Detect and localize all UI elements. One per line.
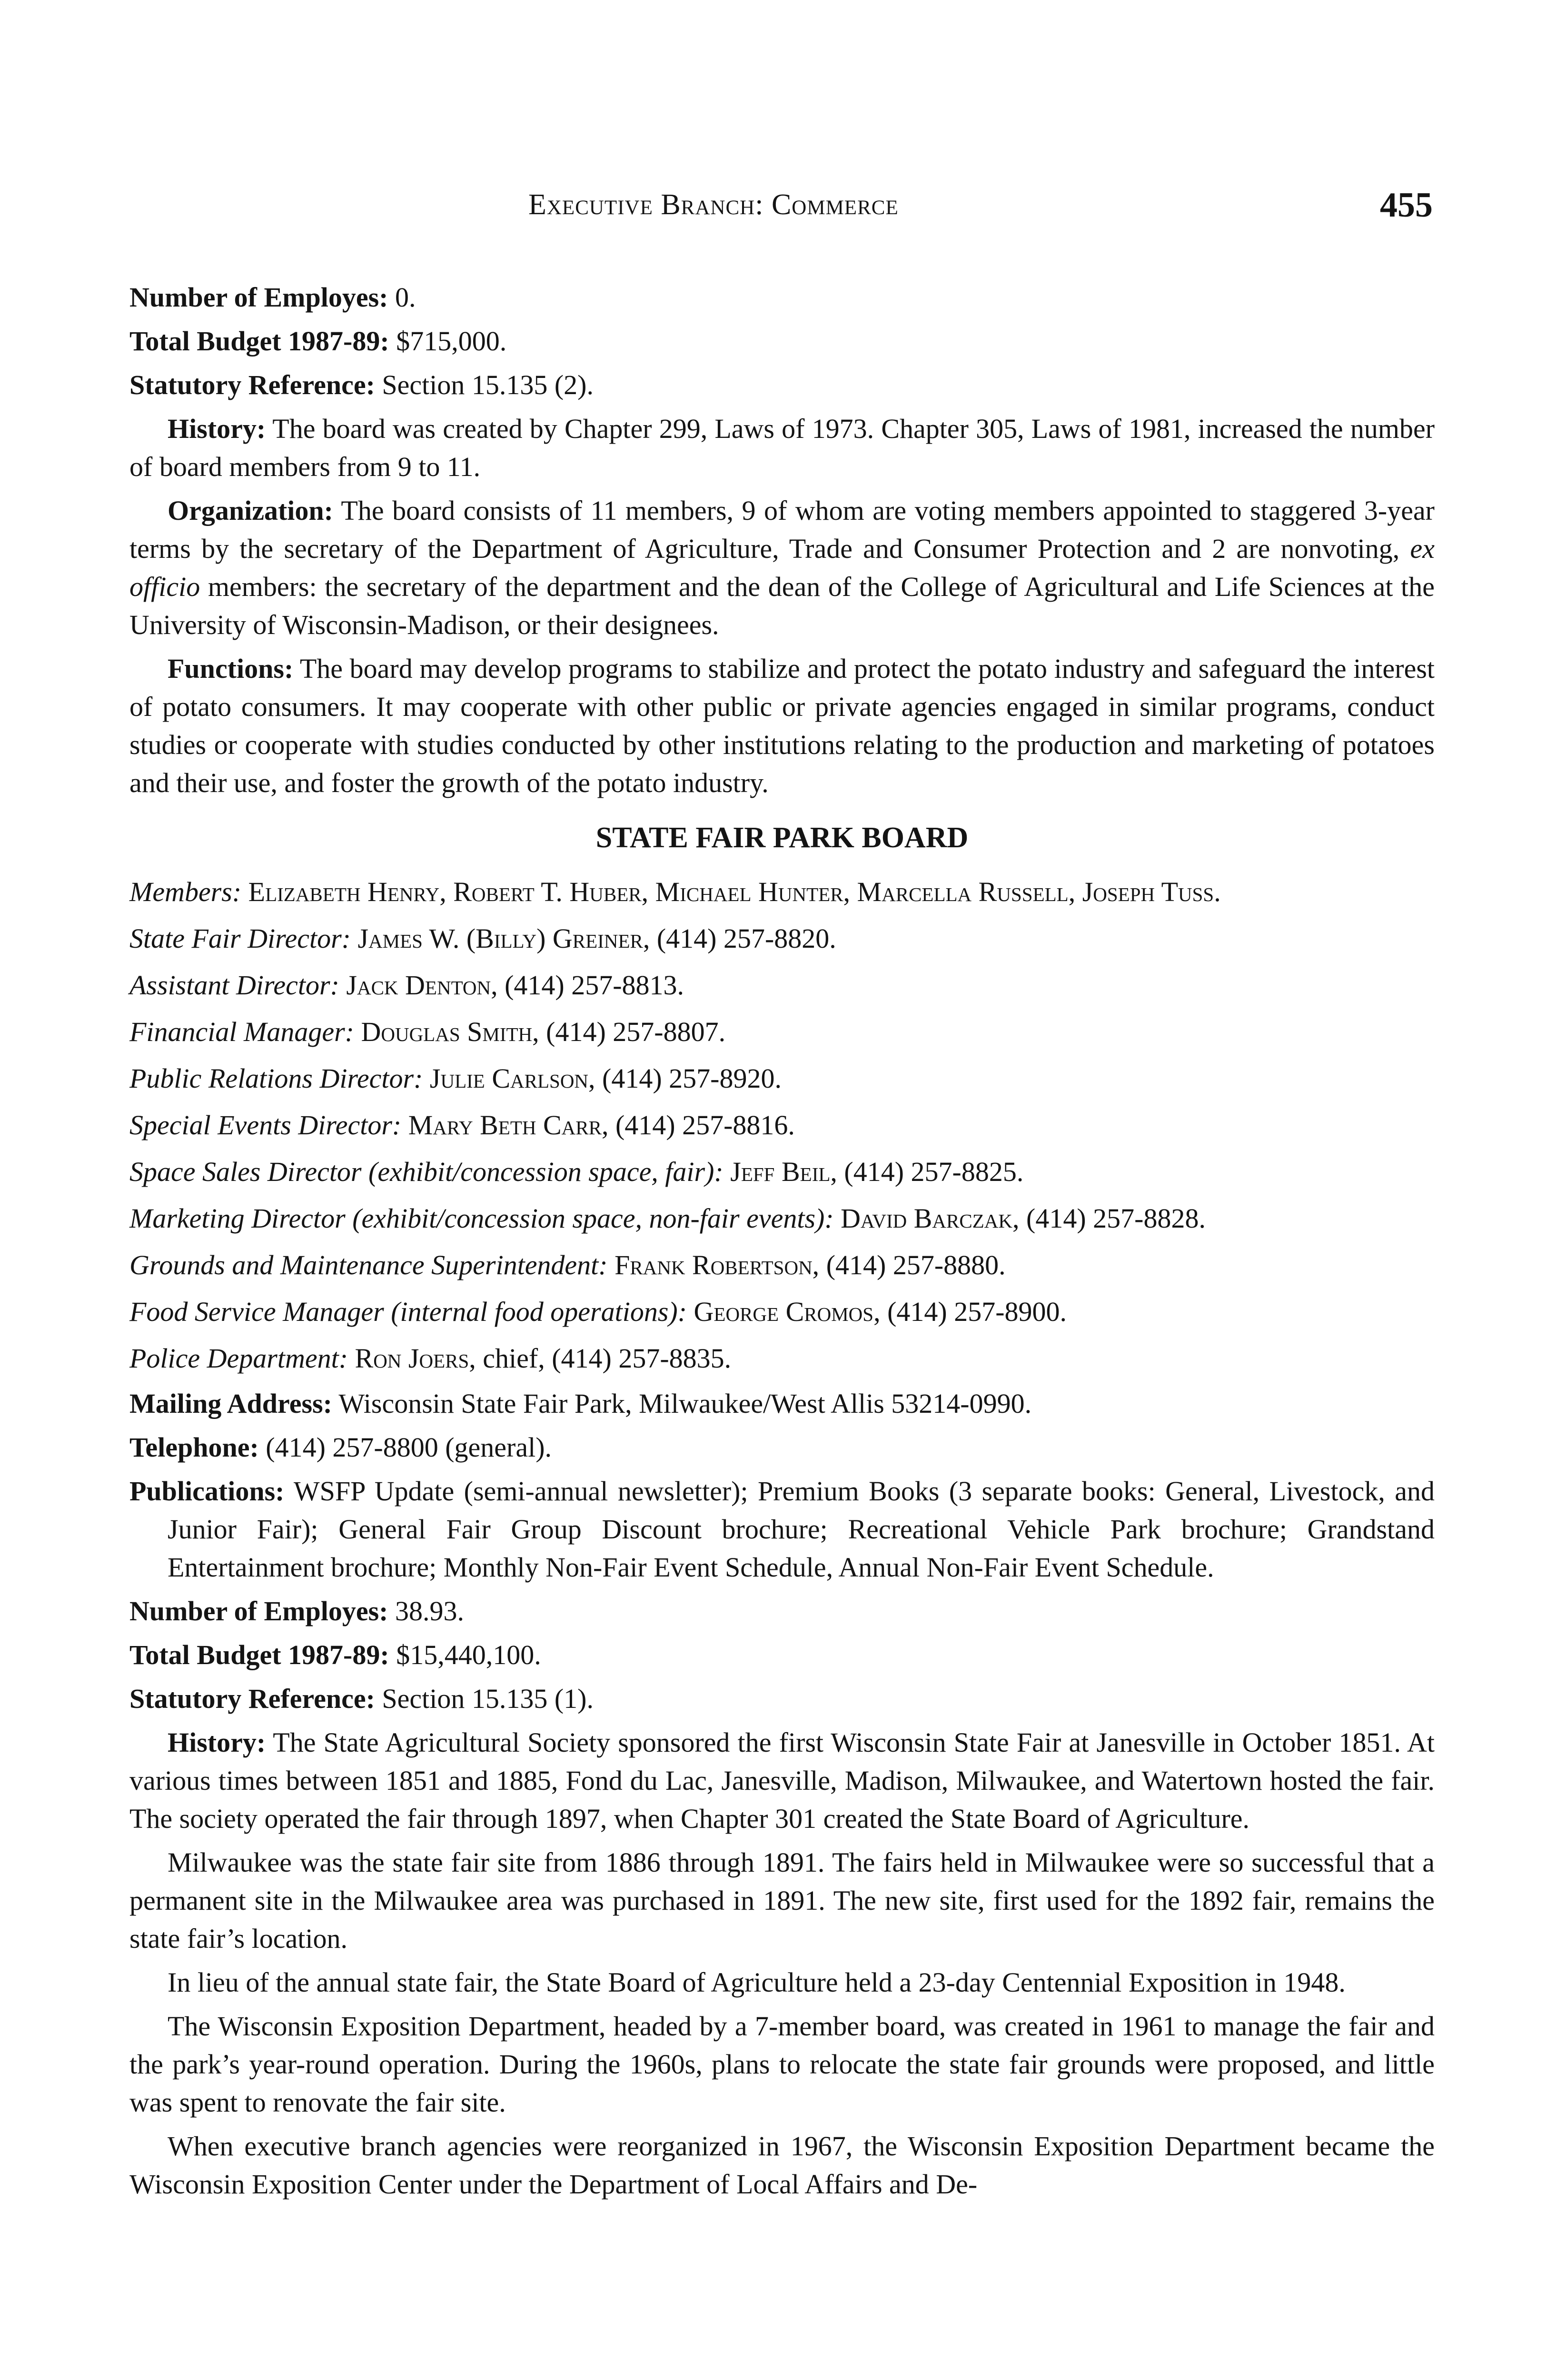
staff-role: Marketing Director (exhibit/concession space, non-fair events):	[129, 1203, 834, 1234]
label: Mailing Address:	[129, 1388, 332, 1419]
text: members: the secretary of the department and the dean of the College of Agricultural and Life Sciences at the University of Wisconsin-Madison, or their designees.	[129, 571, 1435, 640]
staff-phone: (414) 257-8813.	[505, 970, 684, 1001]
value: Section 15.135 (2).	[382, 369, 594, 400]
value: $715,000.	[396, 326, 507, 357]
label: Statutory Reference:	[129, 1683, 375, 1714]
potato-employees	[129, 278, 1435, 317]
label: History:	[168, 1727, 266, 1758]
staff-entry	[129, 1151, 1435, 1192]
value: (414) 257-8800 (general).	[266, 1432, 552, 1463]
staff-entry	[129, 1012, 1435, 1052]
staff-name: Frank Robertson,	[614, 1250, 820, 1280]
staff-entry	[129, 1245, 1435, 1286]
staff-name: George Cromos,	[694, 1296, 881, 1327]
staff-role: Food Service Manager (internal food operations):	[129, 1296, 687, 1327]
label: History:	[168, 413, 266, 444]
label: Telephone:	[129, 1432, 259, 1463]
staff-entry	[129, 965, 1435, 1006]
fair-history-paragraph: In lieu of the annual state fair, the State Board of Agriculture held a 23-day Centennial Exposition in 1948.	[168, 1967, 1346, 1998]
staff-phone: (414) 257-8816.	[615, 1110, 795, 1140]
staff-role: Members:	[129, 876, 242, 907]
potato-budget	[129, 322, 1435, 360]
label: Organization:	[168, 495, 333, 526]
label: Functions:	[168, 653, 294, 684]
value: WSFP Update (semi-annual newsletter); Premium Books (3 separate books: General, Livestock, and Junior Fair); General Fair Group Discount brochure; Recreational Vehicle Park brochure; Grandstand Entertainment brochure; Monthly Non-Fair Event Schedule, Annual Non-Fair Event Schedule.	[168, 1476, 1435, 1583]
staff-role: Special Events Director:	[129, 1110, 402, 1140]
staff-name: David Barczak,	[841, 1203, 1020, 1234]
staff-role: Police Department:	[129, 1343, 348, 1374]
page-body	[129, 278, 1435, 2209]
header-title	[528, 188, 899, 222]
staff-name: Mary Beth Carr,	[408, 1110, 609, 1140]
label: Publications:	[129, 1476, 285, 1507]
staff-name: Jack Denton,	[346, 970, 498, 1001]
staff-role: Grounds and Maintenance Superintendent:	[129, 1250, 608, 1280]
text: The board consists of 11 members, 9 of whom are voting members appointed to staggered 3-year terms by the secretary of the Department of Agriculture, Trade and Consumer Protection and 2 are nonvoting,	[129, 495, 1435, 564]
staff-role: State Fair Director:	[129, 923, 351, 954]
running-header	[0, 188, 1546, 245]
value: $15,440,100.	[396, 1639, 541, 1670]
staff-role: Assistant Director:	[129, 970, 339, 1001]
staff-phone: (414) 257-8828.	[1026, 1203, 1206, 1234]
fair-telephone	[129, 1428, 1435, 1467]
staff-phone: (414) 257-8825.	[844, 1156, 1024, 1187]
staff-phone: chief, (414) 257-8835.	[483, 1343, 732, 1374]
fair-statutory	[129, 1680, 1435, 1718]
label: Number of Employes:	[129, 1596, 388, 1626]
staff-name: Jeff Beil,	[730, 1156, 837, 1187]
text-italic: ex officio	[129, 533, 1435, 602]
text: The board was created by Chapter 299, Laws of 1973. Chapter 305, Laws of 1981, increased the number of board members from 9 to 11.	[129, 413, 1435, 482]
header-title-first: Executive Branch:	[528, 188, 764, 221]
staff-name: Elizabeth Henry, Robert T. Huber, Michael Hunter, Marcella Russell, Joseph Tuss.	[248, 876, 1221, 907]
potato-history	[129, 410, 1435, 486]
header-title-second: Commerce	[771, 188, 899, 221]
label: Total Budget 1987-89:	[129, 326, 389, 357]
potato-organization	[129, 492, 1435, 644]
label: Number of Employes:	[129, 282, 388, 313]
section-heading: STATE FAIR PARK BOARD	[595, 822, 969, 854]
staff-entry	[129, 1198, 1435, 1239]
text: The State Agricultural Society sponsored the first Wisconsin State Fair at Janesville in October 1851. At various times between 1851 and 1885, Fond du Lac, Janesville, Madison, Milwaukee, and Watertown hosted the fair. The society operated the fair through 1897, when Chapter 301 created the State Board of Agriculture.	[129, 1727, 1435, 1834]
staff-phone: (414) 257-8807.	[546, 1016, 726, 1047]
value: Wisconsin State Fair Park, Milwaukee/West Allis 53214-0990.	[338, 1388, 1032, 1419]
fair-budget	[129, 1636, 1435, 1674]
fair-history-paragraph: When executive branch agencies were reorganized in 1967, the Wisconsin Exposition Department became the Wisconsin Exposition Center under the Department of Local Affairs and De-	[129, 2131, 1435, 2200]
value: Section 15.135 (1).	[382, 1683, 594, 1714]
label: Statutory Reference:	[129, 369, 375, 400]
staff-phone: (414) 257-8880.	[826, 1250, 1006, 1280]
staff-phone: (414) 257-8920.	[602, 1063, 782, 1094]
value: 0.	[395, 282, 416, 313]
page-number: 455	[1380, 186, 1433, 225]
label: Total Budget 1987-89:	[129, 1639, 389, 1670]
fair-publications	[129, 1472, 1435, 1587]
staff-phone: (414) 257-8900.	[887, 1296, 1067, 1327]
fair-history	[129, 1724, 1435, 1838]
staff-name: Julie Carlson,	[429, 1063, 595, 1094]
staff-name: Douglas Smith,	[361, 1016, 539, 1047]
staff-role: Public Relations Director:	[129, 1063, 423, 1094]
staff-entry	[129, 1291, 1435, 1332]
staff-entry	[129, 1058, 1435, 1099]
potato-functions	[129, 650, 1435, 802]
staff-name: Ron Joers,	[355, 1343, 476, 1374]
fair-history-paragraph: Milwaukee was the state fair site from 1886 through 1891. The fairs held in Milwaukee were so successful that a permanent site in the Milwaukee area was purchased in 1891. The new site, first used for the 1892 fair, remains the state fair’s location.	[129, 1847, 1435, 1954]
staff-name: James W. (Billy) Greiner,	[357, 923, 650, 954]
staff-phone: (414) 257-8820.	[656, 923, 836, 954]
staff-entry	[129, 872, 1435, 912]
value: 38.93.	[395, 1596, 464, 1626]
staff-role: Financial Manager:	[129, 1016, 354, 1047]
staff-entry	[129, 1105, 1435, 1146]
staff-role: Space Sales Director (exhibit/concession space, fair):	[129, 1156, 723, 1187]
potato-statutory	[129, 366, 1435, 404]
staff-entry	[129, 1338, 1435, 1379]
staff-entry	[129, 918, 1435, 959]
fair-mailing	[129, 1385, 1435, 1423]
fair-history-paragraph: The Wisconsin Exposition Department, headed by a 7-member board, was created in 1961 to manage the fair and the park’s year-round operation. During the 1960s, plans to relocate the state fair grounds were proposed, and little was spent to renovate the fair site.	[129, 2011, 1435, 2118]
fair-employees	[129, 1592, 1435, 1630]
text: The board may develop programs to stabilize and protect the potato industry and safeguard the interest of potato consumers. It may cooperate with other public or private agencies engaged in similar programs, conduct studies or cooperate with studies conducted by other institutions relating to the production and marketing of potatoes and their use, and foster the growth of the potato industry.	[129, 653, 1435, 798]
